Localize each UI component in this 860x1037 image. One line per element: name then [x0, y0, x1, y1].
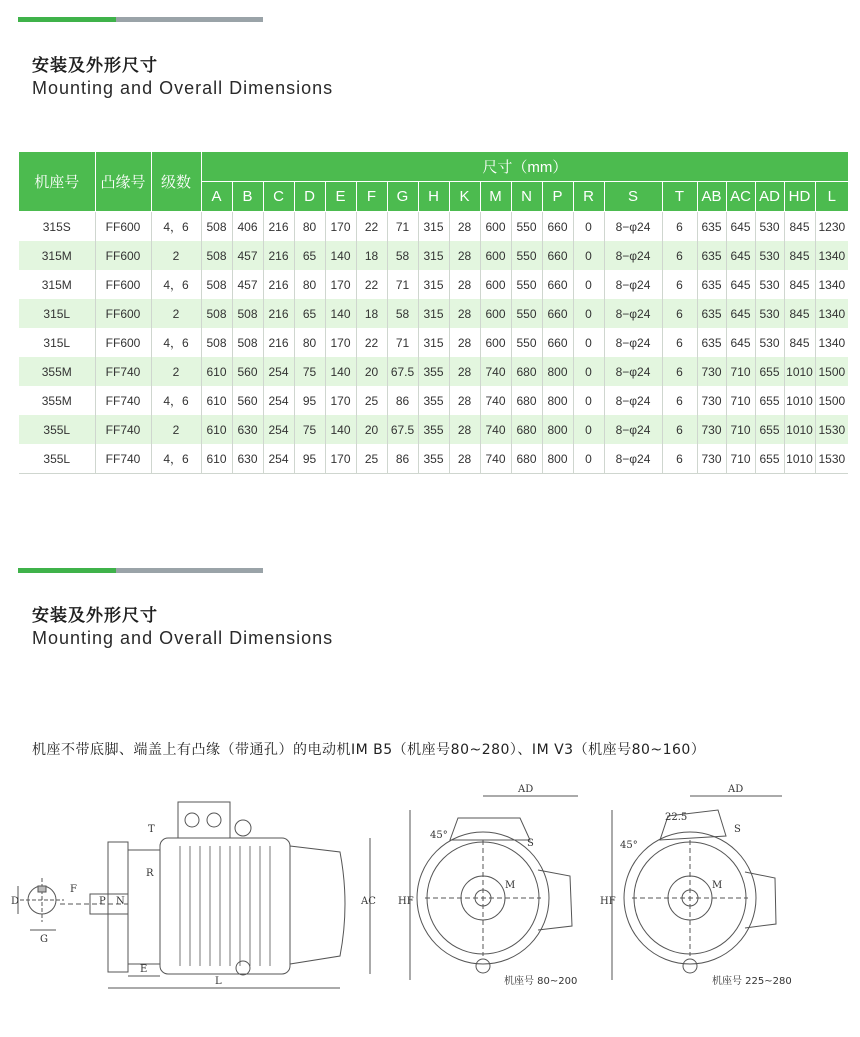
section-title-zh: 安装及外形尺寸 [32, 606, 158, 626]
table-cell: 530 [755, 270, 784, 299]
table-cell: 315 [418, 270, 449, 299]
table-cell: 457 [232, 270, 263, 299]
table-cell: 8−φ24 [604, 357, 662, 386]
table-cell: 2 [151, 357, 201, 386]
label-22-5: 22.5 [665, 812, 688, 823]
table-cell: 600 [480, 328, 511, 357]
label-F: F [70, 884, 77, 895]
table-cell: FF600 [95, 299, 151, 328]
table-cell: 95 [294, 386, 325, 415]
table-cell: 25 [356, 444, 387, 474]
table-cell: 1010 [784, 415, 815, 444]
table-cell: 845 [784, 328, 815, 357]
table-cell: 25 [356, 386, 387, 415]
table-cell: 28 [449, 444, 480, 474]
table-cell: 28 [449, 212, 480, 242]
caption-frame-225-280: 机座号 225~280 [712, 976, 792, 987]
label-AD-2: AD [728, 784, 744, 795]
table-cell: 740 [480, 444, 511, 474]
section-title-en: Mounting and Overall Dimensions [32, 628, 334, 648]
table-cell: 457 [232, 241, 263, 270]
table-cell: 22 [356, 328, 387, 357]
side-view-motor [60, 802, 370, 988]
table-cell: 58 [387, 241, 418, 270]
dim-header-B: B [232, 182, 263, 212]
table-cell: 315 [418, 299, 449, 328]
table-cell: 170 [325, 386, 356, 415]
table-cell: 508 [201, 212, 232, 242]
table-cell: 355M [19, 357, 95, 386]
table-cell: 1500 [818, 393, 846, 408]
dim-header-S: S [604, 182, 662, 212]
label-P: P [99, 896, 106, 907]
table-cell: 140 [325, 299, 356, 328]
section-title-zh: 安装及外形尺寸 [32, 56, 158, 76]
table-cell: 140 [325, 241, 356, 270]
label-S: S [527, 838, 534, 849]
label-D: D [11, 896, 20, 907]
table-cell: 800 [542, 415, 573, 444]
table-cell: 8−φ24 [604, 328, 662, 357]
table-cell: 845 [784, 241, 815, 270]
table-cell: 1530 [815, 444, 848, 474]
header-dimensions: 尺寸（mm） [201, 152, 848, 182]
table-cell: 845 [784, 270, 815, 299]
table-cell: 730 [697, 415, 726, 444]
table-cell: 0 [573, 386, 604, 415]
dim-header-AD: AD [755, 182, 784, 212]
table-cell: 730 [697, 357, 726, 386]
table-cell: 216 [263, 241, 294, 270]
table-cell: 71 [387, 270, 418, 299]
table-cell: 2 [151, 415, 201, 444]
table-cell: 645 [726, 328, 755, 357]
table-row [19, 415, 848, 444]
table-cell: 550 [511, 328, 542, 357]
table-cell: FF600 [95, 328, 151, 357]
label-G: G [40, 934, 48, 945]
table-cell: 635 [697, 299, 726, 328]
table-cell: 1340 [818, 335, 846, 350]
table-row [19, 241, 848, 270]
table-cell: 635 [697, 241, 726, 270]
table-cell: 645 [726, 212, 755, 242]
table-cell: 1010 [784, 386, 815, 415]
table-cell: 660 [542, 299, 573, 328]
table-cell: 4，6 [151, 270, 201, 299]
table-cell: 600 [480, 299, 511, 328]
section-heading [32, 55, 333, 99]
table-cell: 170 [325, 444, 356, 474]
table-cell: 740 [480, 357, 511, 386]
table-cell: 8−φ24 [604, 415, 662, 444]
table-cell: 65 [294, 241, 325, 270]
dim-header-E: E [325, 182, 356, 212]
table-cell: 315 [418, 328, 449, 357]
table-cell: 508 [201, 270, 232, 299]
table-cell: 80 [294, 328, 325, 357]
table-cell: 22 [356, 270, 387, 299]
table-cell: 315S [19, 212, 95, 242]
table-cell: 216 [263, 212, 294, 242]
table-cell: 6 [662, 444, 697, 474]
table-cell: 630 [232, 444, 263, 474]
table-cell: 75 [294, 357, 325, 386]
table-cell: 71 [387, 328, 418, 357]
table-cell: 170 [325, 212, 356, 242]
table-cell: 680 [511, 444, 542, 474]
table-cell: 635 [697, 270, 726, 299]
caption-frame-80-200: 机座号 80~200 [504, 976, 578, 987]
table-cell: 680 [511, 357, 542, 386]
table-cell: 530 [755, 241, 784, 270]
table-cell: 1530 [815, 415, 848, 444]
table-cell: 355L [19, 415, 95, 444]
table-cell: 1500 [815, 357, 848, 386]
table-cell: 355 [418, 444, 449, 474]
table-cell: 20 [356, 415, 387, 444]
table-cell: 75 [294, 415, 325, 444]
table-cell: 0 [573, 444, 604, 474]
table-cell: 67.5 [387, 357, 418, 386]
table-cell: 28 [449, 415, 480, 444]
table-cell: 6 [662, 299, 697, 328]
table-cell: 710 [726, 357, 755, 386]
table-cell: FF600 [95, 241, 151, 270]
table-cell: 2 [151, 299, 201, 328]
table-cell: 0 [573, 328, 604, 357]
table-cell: 315L [19, 328, 95, 357]
table-cell: 845 [784, 212, 815, 242]
table-cell: 28 [449, 328, 480, 357]
label-AC: AC [361, 896, 376, 907]
table-cell: 28 [449, 270, 480, 299]
table-cell: 550 [511, 241, 542, 270]
table-cell: 170 [325, 328, 356, 357]
table-cell: 216 [263, 328, 294, 357]
table-row [19, 357, 848, 386]
dim-header-D: D [294, 182, 325, 212]
section-title-en: Mounting and Overall Dimensions [32, 78, 334, 98]
table-cell: 80 [294, 212, 325, 242]
table-cell: 655 [755, 444, 784, 474]
label-L: L [215, 976, 222, 987]
table-cell: 1340 [818, 277, 846, 292]
table-cell: 86 [387, 444, 418, 474]
table-cell: 6 [662, 415, 697, 444]
label-E: E [140, 964, 148, 975]
table-cell: 0 [573, 241, 604, 270]
table-cell: 65 [294, 299, 325, 328]
table-cell: 170 [325, 270, 356, 299]
dim-header-R: R [573, 182, 604, 212]
table-cell: 730 [697, 386, 726, 415]
table-cell: 18 [356, 241, 387, 270]
divider-green [18, 17, 116, 22]
table-row [19, 444, 848, 474]
table-cell: 800 [542, 444, 573, 474]
table-cell: 28 [449, 241, 480, 270]
table-cell: 406 [232, 212, 263, 242]
table-row [19, 386, 848, 415]
label-45-2: 45° [620, 840, 638, 851]
label-T: T [148, 824, 155, 835]
table-cell: 660 [542, 270, 573, 299]
table-cell: 1340 [815, 241, 848, 270]
table-cell: 6 [662, 270, 697, 299]
table-cell: 315M [19, 241, 95, 270]
table-cell: 8−φ24 [604, 270, 662, 299]
table-cell: 4，6 [151, 386, 201, 415]
table-cell: 635 [697, 328, 726, 357]
table-cell: 355M [19, 386, 95, 415]
table-cell: 355 [418, 386, 449, 415]
table-cell: 508 [201, 328, 232, 357]
table-cell: 254 [263, 444, 294, 474]
table-cell: FF740 [95, 386, 151, 415]
table-cell: 740 [480, 386, 511, 415]
table-cell: 0 [573, 415, 604, 444]
table-cell: 86 [387, 386, 418, 415]
table-cell: 8−φ24 [604, 212, 662, 242]
table-cell: 28 [449, 357, 480, 386]
table-cell: 655 [755, 386, 784, 415]
table-cell: 645 [726, 270, 755, 299]
table-cell: 0 [573, 212, 604, 242]
table-cell: 600 [480, 212, 511, 242]
table-cell: 508 [232, 328, 263, 357]
table-cell: 550 [511, 212, 542, 242]
table-cell: 530 [755, 328, 784, 357]
label-R: R [146, 868, 154, 879]
section-divider-bar [18, 17, 263, 22]
table-cell: 58 [387, 299, 418, 328]
table-cell: 660 [542, 212, 573, 242]
header-frame: 机座号 [19, 152, 95, 212]
dim-header-K: K [449, 182, 480, 212]
table-cell: 8−φ24 [604, 299, 662, 328]
table-cell: 140 [325, 415, 356, 444]
table-cell: 22 [356, 212, 387, 242]
dim-header-F: F [356, 182, 387, 212]
label-HF: HF [398, 896, 414, 907]
table-cell: 67.5 [387, 415, 418, 444]
label-S-2: S [734, 824, 741, 835]
table-cell: 216 [263, 270, 294, 299]
table-cell: 315 [418, 241, 449, 270]
table-cell: 680 [511, 415, 542, 444]
table-cell: 8−φ24 [604, 386, 662, 415]
table-cell: 254 [263, 357, 294, 386]
table-cell: 730 [697, 444, 726, 474]
table-cell: 0 [573, 357, 604, 386]
table-cell: 95 [294, 444, 325, 474]
table-cell: 254 [263, 386, 294, 415]
divider-grey [116, 568, 263, 573]
table-cell: 630 [232, 415, 263, 444]
label-45: 45° [430, 830, 448, 841]
table-cell: 8−φ24 [604, 241, 662, 270]
table-cell: 4，6 [151, 328, 201, 357]
table-row [19, 212, 848, 242]
table-cell: 660 [542, 328, 573, 357]
table-cell: 845 [784, 299, 815, 328]
front-view-80-200 [410, 796, 578, 980]
table-cell: 645 [726, 299, 755, 328]
table-cell: FF740 [95, 415, 151, 444]
dim-header-M: M [480, 182, 511, 212]
label-M-2: M [712, 880, 723, 891]
table-cell: 18 [356, 299, 387, 328]
table-cell: 610 [201, 444, 232, 474]
table-cell: 4，6 [151, 212, 201, 242]
table-cell: 680 [511, 386, 542, 415]
table-cell: 645 [726, 241, 755, 270]
label-AD: AD [518, 784, 534, 795]
table-cell: FF600 [95, 270, 151, 299]
table-cell: 530 [755, 299, 784, 328]
table-cell: 710 [726, 415, 755, 444]
table-cell: 508 [201, 241, 232, 270]
table-cell: 600 [480, 270, 511, 299]
table-cell: 1340 [815, 299, 848, 328]
dim-header-L: L [815, 182, 848, 212]
table-cell: 1230 [818, 219, 846, 234]
table-cell: 6 [662, 212, 697, 242]
table-cell: 6 [662, 241, 697, 270]
table-cell: 610 [201, 415, 232, 444]
table-cell: 740 [480, 415, 511, 444]
table-cell: 216 [263, 299, 294, 328]
dim-header-H: H [418, 182, 449, 212]
table-cell: 140 [325, 357, 356, 386]
dim-header-T: T [662, 182, 697, 212]
table-cell: 80 [294, 270, 325, 299]
table-cell: 800 [542, 357, 573, 386]
table-cell: 550 [511, 299, 542, 328]
dim-header-HD: HD [784, 182, 815, 212]
table-cell: 660 [542, 241, 573, 270]
shaft-section-view [18, 878, 64, 930]
table-cell: 800 [542, 386, 573, 415]
table-cell: 550 [511, 270, 542, 299]
divider-grey [116, 17, 263, 22]
table-cell: 560 [232, 386, 263, 415]
table-cell: 315L [19, 299, 95, 328]
table-cell: 710 [726, 386, 755, 415]
dimensions-table [19, 152, 848, 474]
table-cell: 1010 [784, 444, 815, 474]
dim-header-A: A [201, 182, 232, 212]
table-cell: 6 [662, 328, 697, 357]
divider-green [18, 568, 116, 573]
section-divider-bar-2 [18, 568, 263, 573]
dim-header-N: N [511, 182, 542, 212]
table-cell: 508 [201, 299, 232, 328]
table-cell: 560 [232, 357, 263, 386]
table-cell: 655 [755, 415, 784, 444]
table-cell: 0 [573, 270, 604, 299]
table-cell: 315M [19, 270, 95, 299]
label-N: N [116, 896, 125, 907]
table-cell: 610 [201, 357, 232, 386]
table-row [19, 328, 848, 357]
dimension-drawing [0, 780, 860, 1010]
dim-header-P: P [542, 182, 573, 212]
dim-header-G: G [387, 182, 418, 212]
table-cell: 315 [418, 212, 449, 242]
table-cell: 8−φ24 [604, 444, 662, 474]
dim-header-AB: AB [697, 182, 726, 212]
table-cell: 6 [662, 386, 697, 415]
front-view-225-280 [612, 796, 782, 980]
table-cell: 0 [573, 299, 604, 328]
table-row [19, 299, 848, 328]
table-cell: 610 [201, 386, 232, 415]
header-poles: 级数 [151, 152, 201, 212]
table-cell: 254 [263, 415, 294, 444]
label-HF-2: HF [600, 896, 616, 907]
table-cell: 6 [662, 357, 697, 386]
table-cell: 355L [19, 444, 95, 474]
table-row [19, 270, 848, 299]
dim-header-AC: AC [726, 182, 755, 212]
table-cell: 20 [356, 357, 387, 386]
table-cell: 2 [151, 241, 201, 270]
table-cell: 28 [449, 386, 480, 415]
table-cell: FF740 [95, 444, 151, 474]
table-cell: 530 [755, 212, 784, 242]
table-cell: 710 [726, 444, 755, 474]
table-cell: 355 [418, 415, 449, 444]
table-cell: 1010 [784, 357, 815, 386]
table-cell: 4，6 [151, 444, 201, 474]
label-M: M [505, 880, 516, 891]
header-flange: 凸缘号 [95, 152, 151, 212]
table-cell: 655 [755, 357, 784, 386]
table-cell: 28 [449, 299, 480, 328]
table-cell: 71 [387, 212, 418, 242]
table-cell: 355 [418, 357, 449, 386]
table-cell: 635 [697, 212, 726, 242]
table-cell: 600 [480, 241, 511, 270]
table-cell: 508 [232, 299, 263, 328]
section-heading-2 [32, 605, 333, 649]
dim-header-C: C [263, 182, 294, 212]
mounting-description: 机座不带底脚、端盖上有凸缘（带通孔）的电动机IM B5（机座号80~280）、IM V3（机座号80~160） [32, 742, 706, 758]
table-cell: FF600 [95, 212, 151, 242]
table-cell: FF740 [95, 357, 151, 386]
